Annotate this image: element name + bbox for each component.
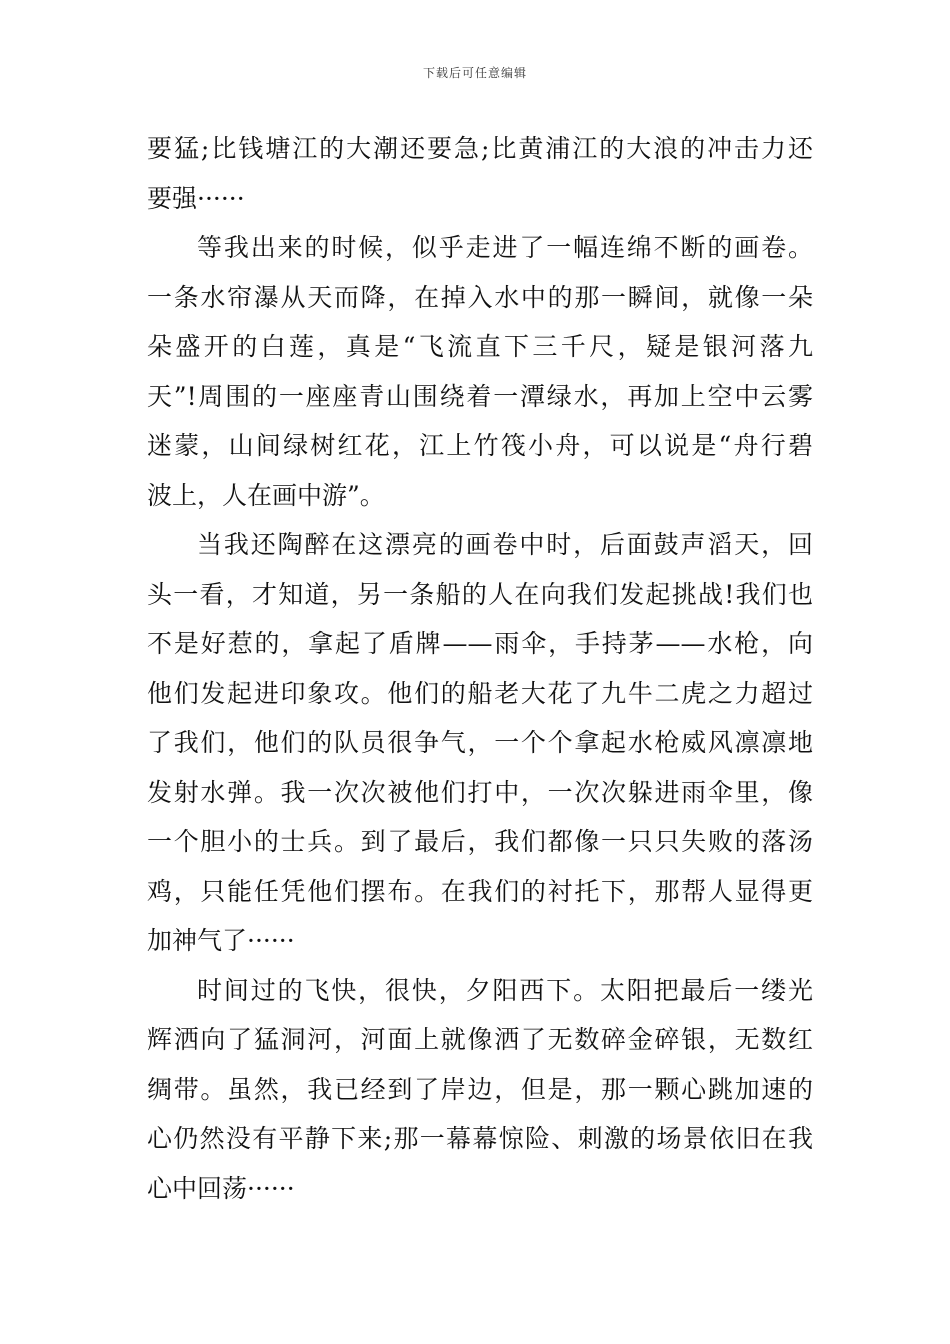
text-line: 加神气了······ bbox=[147, 926, 295, 955]
text-line: 朵盛开的白莲，真是“飞流直下三千尺，疑是银河落九 bbox=[147, 332, 813, 361]
text-line: 心中回荡······ bbox=[147, 1173, 295, 1203]
text-line: 要猛;比钱塘江的大潮还要急;比黄浦江的大浪的冲击力还 bbox=[147, 134, 813, 163]
page-header: 下载后可任意编辑 bbox=[422, 66, 527, 80]
text-line: 一条水帘瀑从天而降，在掉入水中的那一瞬间，就像一朵 bbox=[147, 282, 813, 312]
text-line: 头一看，才知道，另一条船的人在向我们发起挑战!我们也 bbox=[147, 579, 813, 609]
text-line: 心仍然没有平静下来;那一幕幕惊险、刺激的场景依旧在我 bbox=[147, 1124, 813, 1153]
text-line: 天”!周围的一座座青山围绕着一潭绿水，再加上空中云雾 bbox=[147, 381, 813, 411]
paragraph-first-line: 等我出来的时候，似乎走进了一幅连绵不断的画卷。 bbox=[197, 233, 813, 262]
document-body bbox=[147, 124, 813, 1213]
text-line: 绸带。虽然，我已经到了岸边，但是，那一颗心跳加速的 bbox=[147, 1074, 813, 1104]
text-line: 迷蒙，山间绿树红花，江上竹筏小舟，可以说是“舟行碧 bbox=[147, 431, 813, 460]
paragraph-first-line: 时间过的飞快，很快，夕阳西下。太阳把最后一缕光 bbox=[197, 975, 813, 1005]
text-line: 一个胆小的士兵。到了最后，我们都像一只只失败的落汤 bbox=[147, 827, 813, 856]
text-line: 不是好惹的，拿起了盾牌——雨伞，手持茅——水枪，向 bbox=[147, 629, 813, 658]
text-line: 发射水弹。我一次次被他们打中，一次次躲进雨伞里，像 bbox=[147, 777, 813, 807]
text-line: 要强······ bbox=[147, 183, 245, 213]
text-line: 了我们，他们的队员很争气，一个个拿起水枪威风凛凛地 bbox=[147, 728, 813, 757]
paragraph-first-line: 当我还陶醉在这漂亮的画卷中时，后面鼓声滔天，回 bbox=[197, 530, 813, 559]
text-line: 他们发起进印象攻。他们的船老大花了九牛二虎之力超过 bbox=[147, 678, 813, 708]
text-line: 鸡，只能任凭他们摆布。在我们的衬托下，那帮人显得更 bbox=[147, 876, 813, 906]
text-line: 波上，人在画中游”。 bbox=[147, 480, 385, 510]
text-line: 辉洒向了猛洞河，河面上就像洒了无数碎金碎银，无数红 bbox=[147, 1025, 813, 1054]
